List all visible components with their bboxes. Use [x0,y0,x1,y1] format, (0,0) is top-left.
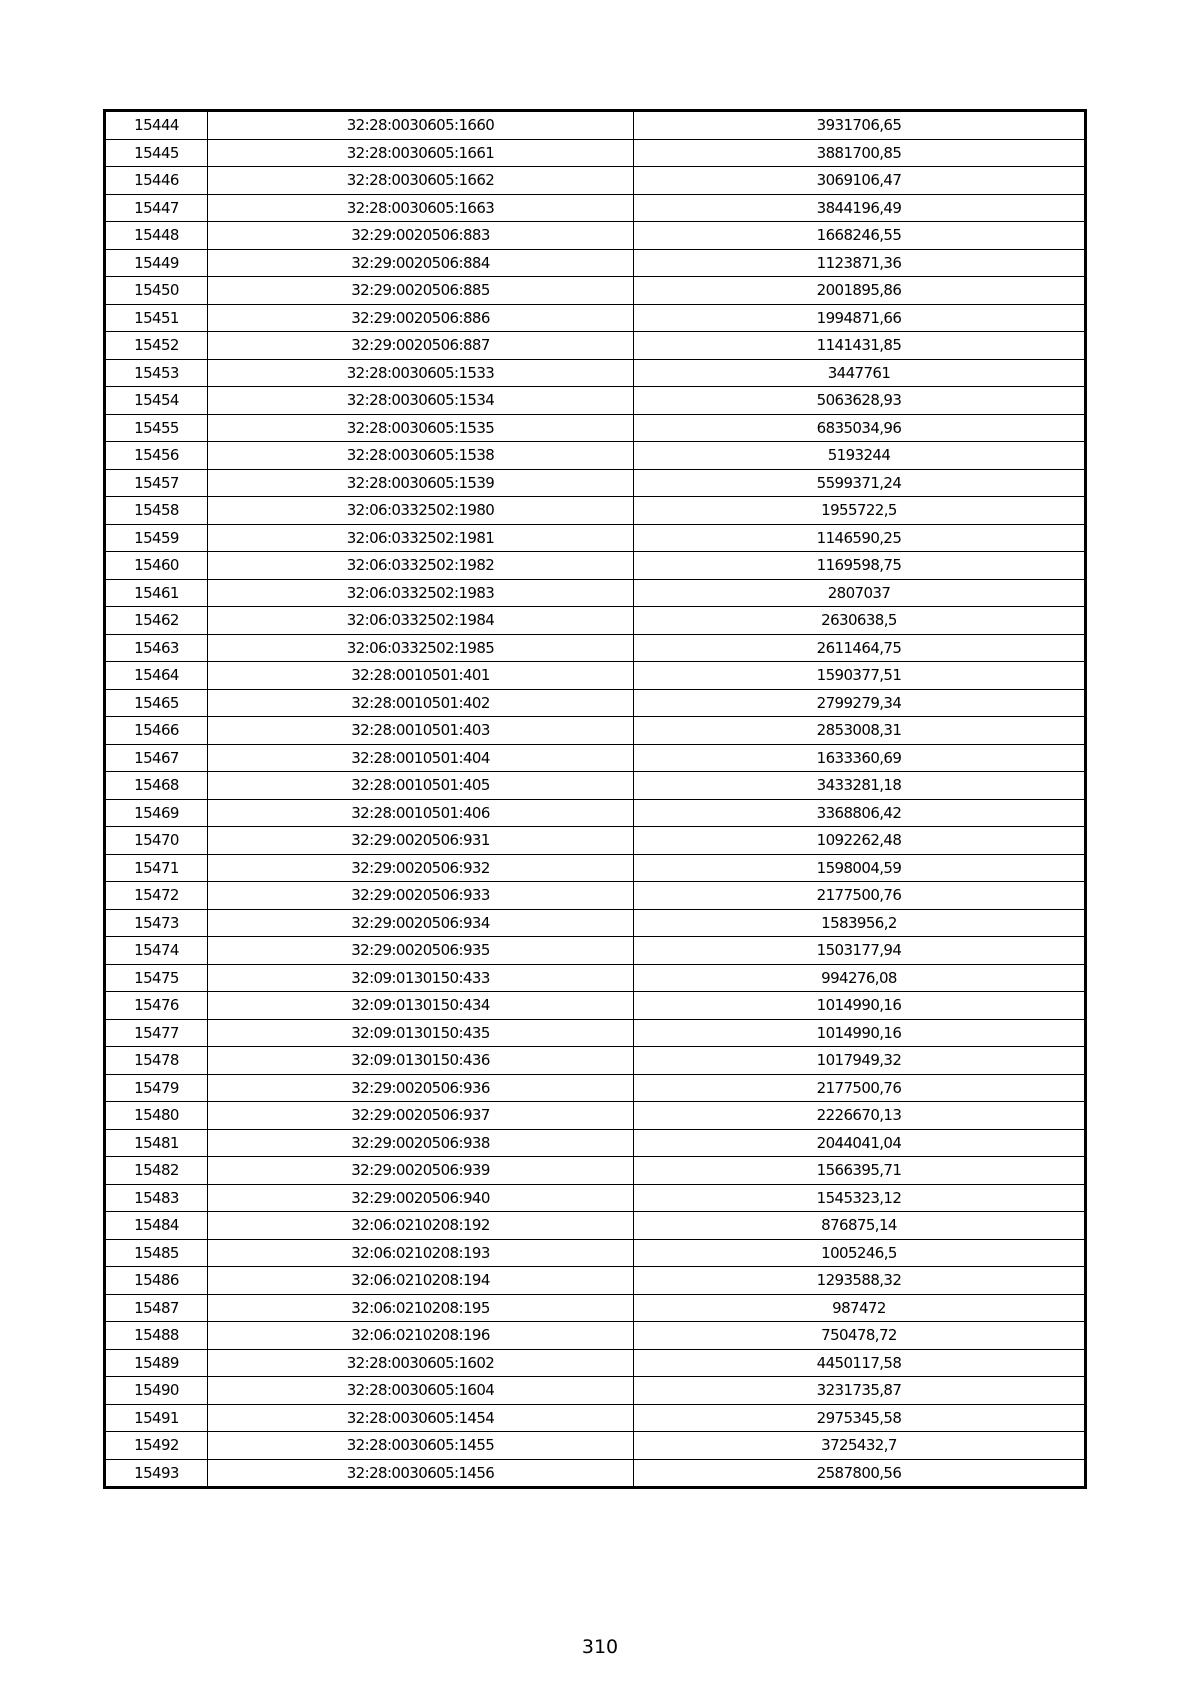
cadastral-number-cell: 32:06:0332502:1985 [208,634,634,662]
table-row [105,277,1086,305]
row-number-cell: 15447 [105,194,208,222]
row-number-cell: 15470 [105,827,208,855]
row-number-cell: 15449 [105,249,208,277]
value-cell: 876875,14 [634,1212,1086,1240]
cadastral-number-cell: 32:29:0020506:932 [208,854,634,882]
value-cell: 1092262,48 [634,827,1086,855]
table-row [105,827,1086,855]
row-number-cell: 15493 [105,1459,208,1488]
page-number: 310 [581,1636,619,1658]
row-number-cell: 15475 [105,964,208,992]
cadastral-number-cell: 32:28:0030605:1454 [208,1404,634,1432]
row-number-cell: 15463 [105,634,208,662]
value-cell: 2226670,13 [634,1102,1086,1130]
cadastral-number-cell: 32:06:0210208:194 [208,1267,634,1295]
value-cell: 3931706,65 [634,111,1086,140]
row-number-cell: 15467 [105,744,208,772]
table-row [105,1019,1086,1047]
table-row [105,1184,1086,1212]
cadastral-number-cell: 32:06:0210208:195 [208,1294,634,1322]
cadastral-number-cell: 32:29:0020506:883 [208,222,634,250]
table-row [105,1377,1086,1405]
value-cell: 987472 [634,1294,1086,1322]
cadastral-number-cell: 32:28:0030605:1533 [208,359,634,387]
value-cell: 2799279,34 [634,689,1086,717]
cadastral-number-cell: 32:06:0332502:1983 [208,579,634,607]
value-cell: 1590377,51 [634,662,1086,690]
cadastral-number-cell: 32:06:0332502:1981 [208,524,634,552]
value-cell: 1146590,25 [634,524,1086,552]
table-row [105,1404,1086,1432]
value-cell: 6835034,96 [634,414,1086,442]
table-row [105,937,1086,965]
row-number-cell: 15489 [105,1349,208,1377]
cadastral-number-cell: 32:29:0020506:938 [208,1129,634,1157]
table-row [105,1294,1086,1322]
table-row [105,167,1086,195]
row-number-cell: 15474 [105,937,208,965]
cadastral-number-cell: 32:06:0332502:1980 [208,497,634,525]
table-row [105,1239,1086,1267]
table-row [105,469,1086,497]
value-cell: 2975345,58 [634,1404,1086,1432]
cadastral-number-cell: 32:09:0130150:435 [208,1019,634,1047]
value-cell: 1141431,85 [634,332,1086,360]
value-cell: 5063628,93 [634,387,1086,415]
value-cell: 4450117,58 [634,1349,1086,1377]
table-row [105,359,1086,387]
value-cell: 3725432,7 [634,1432,1086,1460]
value-cell: 3231735,87 [634,1377,1086,1405]
cadastral-number-cell: 32:28:0030605:1662 [208,167,634,195]
cadastral-number-cell: 32:28:0030605:1663 [208,194,634,222]
row-number-cell: 15482 [105,1157,208,1185]
cadastral-number-cell: 32:28:0030605:1602 [208,1349,634,1377]
row-number-cell: 15472 [105,882,208,910]
table-row [105,964,1086,992]
cadastral-number-cell: 32:28:0010501:405 [208,772,634,800]
table-row [105,607,1086,635]
value-cell: 1566395,71 [634,1157,1086,1185]
cadastral-number-cell: 32:28:0010501:404 [208,744,634,772]
row-number-cell: 15481 [105,1129,208,1157]
value-cell: 3368806,42 [634,799,1086,827]
table-row [105,497,1086,525]
table-row [105,634,1086,662]
value-cell: 3881700,85 [634,139,1086,167]
row-number-cell: 15444 [105,111,208,140]
value-cell: 3447761 [634,359,1086,387]
cadastral-number-cell: 32:29:0020506:887 [208,332,634,360]
value-cell: 2177500,76 [634,882,1086,910]
row-number-cell: 15468 [105,772,208,800]
table-row [105,689,1086,717]
row-number-cell: 15480 [105,1102,208,1130]
cadastral-number-cell: 32:29:0020506:936 [208,1074,634,1102]
value-cell: 1014990,16 [634,1019,1086,1047]
table-row [105,1074,1086,1102]
table-row [105,1129,1086,1157]
row-number-cell: 15491 [105,1404,208,1432]
value-cell: 3433281,18 [634,772,1086,800]
value-cell: 2177500,76 [634,1074,1086,1102]
cadastral-number-cell: 32:28:0030605:1660 [208,111,634,140]
cadastral-number-cell: 32:28:0010501:402 [208,689,634,717]
row-number-cell: 15452 [105,332,208,360]
value-cell: 2807037 [634,579,1086,607]
cadastral-number-cell: 32:28:0010501:406 [208,799,634,827]
row-number-cell: 15455 [105,414,208,442]
row-number-cell: 15479 [105,1074,208,1102]
cadastral-number-cell: 32:29:0020506:885 [208,277,634,305]
row-number-cell: 15488 [105,1322,208,1350]
cadastral-number-cell: 32:29:0020506:937 [208,1102,634,1130]
row-number-cell: 15476 [105,992,208,1020]
table-row [105,249,1086,277]
row-number-cell: 15454 [105,387,208,415]
value-cell: 5599371,24 [634,469,1086,497]
value-cell: 1017949,32 [634,1047,1086,1075]
value-cell: 1169598,75 [634,552,1086,580]
row-number-cell: 15451 [105,304,208,332]
value-cell: 1293588,32 [634,1267,1086,1295]
table-row [105,1102,1086,1130]
table-row [105,1157,1086,1185]
cadastral-number-cell: 32:06:0210208:192 [208,1212,634,1240]
row-number-cell: 15477 [105,1019,208,1047]
table-row [105,139,1086,167]
row-number-cell: 15483 [105,1184,208,1212]
table-row [105,111,1086,140]
table-row [105,1459,1086,1488]
cadastral-number-cell: 32:09:0130150:433 [208,964,634,992]
cadastral-number-cell: 32:28:0010501:403 [208,717,634,745]
value-cell: 750478,72 [634,1322,1086,1350]
table-row [105,387,1086,415]
row-number-cell: 15469 [105,799,208,827]
value-cell: 2853008,31 [634,717,1086,745]
cadastral-number-cell: 32:29:0020506:934 [208,909,634,937]
table-row [105,744,1086,772]
table-row [105,442,1086,470]
row-number-cell: 15453 [105,359,208,387]
value-cell: 5193244 [634,442,1086,470]
table-row [105,1212,1086,1240]
cadastral-number-cell: 32:28:0030605:1535 [208,414,634,442]
row-number-cell: 15486 [105,1267,208,1295]
table-row [105,194,1086,222]
value-cell: 1503177,94 [634,937,1086,965]
value-cell: 2001895,86 [634,277,1086,305]
cadastral-number-cell: 32:29:0020506:886 [208,304,634,332]
cadastral-number-cell: 32:09:0130150:436 [208,1047,634,1075]
table-row [105,1267,1086,1295]
row-number-cell: 15445 [105,139,208,167]
cadastral-number-cell: 32:29:0020506:931 [208,827,634,855]
table-row [105,524,1086,552]
row-number-cell: 15485 [105,1239,208,1267]
value-cell: 1545323,12 [634,1184,1086,1212]
table-row [105,1349,1086,1377]
table-row [105,909,1086,937]
table-row [105,1432,1086,1460]
table-row [105,332,1086,360]
value-cell: 1633360,69 [634,744,1086,772]
value-cell: 2587800,56 [634,1459,1086,1488]
row-number-cell: 15465 [105,689,208,717]
value-cell: 2630638,5 [634,607,1086,635]
value-cell: 1005246,5 [634,1239,1086,1267]
cadastral-number-cell: 32:06:0210208:193 [208,1239,634,1267]
cadastral-number-cell: 32:28:0010501:401 [208,662,634,690]
cadastral-number-cell: 32:06:0210208:196 [208,1322,634,1350]
cadastral-number-cell: 32:29:0020506:935 [208,937,634,965]
value-cell: 994276,08 [634,964,1086,992]
table-row [105,579,1086,607]
table-row [105,222,1086,250]
table-row [105,662,1086,690]
cadastral-number-cell: 32:28:0030605:1604 [208,1377,634,1405]
table-row [105,304,1086,332]
row-number-cell: 15464 [105,662,208,690]
row-number-cell: 15492 [105,1432,208,1460]
value-cell: 1014990,16 [634,992,1086,1020]
value-cell: 2611464,75 [634,634,1086,662]
table-row [105,717,1086,745]
cadastral-number-cell: 32:28:0030605:1661 [208,139,634,167]
cadastral-number-cell: 32:29:0020506:933 [208,882,634,910]
table-row [105,1047,1086,1075]
value-cell: 1668246,55 [634,222,1086,250]
table-row [105,854,1086,882]
table-row [105,992,1086,1020]
row-number-cell: 15487 [105,1294,208,1322]
row-number-cell: 15484 [105,1212,208,1240]
value-cell: 3069106,47 [634,167,1086,195]
value-cell: 1994871,66 [634,304,1086,332]
table-row [105,414,1086,442]
row-number-cell: 15461 [105,579,208,607]
table-row [105,772,1086,800]
value-cell: 1583956,2 [634,909,1086,937]
cadastral-number-cell: 32:29:0020506:884 [208,249,634,277]
cadastral-number-cell: 32:28:0030605:1456 [208,1459,634,1488]
row-number-cell: 15462 [105,607,208,635]
cadastral-number-cell: 32:28:0030605:1534 [208,387,634,415]
registry-table-body [105,111,1086,1488]
cadastral-number-cell: 32:09:0130150:434 [208,992,634,1020]
cadastral-number-cell: 32:28:0030605:1538 [208,442,634,470]
cadastral-number-cell: 32:29:0020506:939 [208,1157,634,1185]
row-number-cell: 15459 [105,524,208,552]
value-cell: 2044041,04 [634,1129,1086,1157]
table-row [105,882,1086,910]
cadastral-number-cell: 32:28:0030605:1539 [208,469,634,497]
cadastral-number-cell: 32:06:0332502:1984 [208,607,634,635]
row-number-cell: 15448 [105,222,208,250]
value-cell: 3844196,49 [634,194,1086,222]
row-number-cell: 15446 [105,167,208,195]
row-number-cell: 15450 [105,277,208,305]
row-number-cell: 15478 [105,1047,208,1075]
row-number-cell: 15466 [105,717,208,745]
cadastral-number-cell: 32:28:0030605:1455 [208,1432,634,1460]
cadastral-number-cell: 32:29:0020506:940 [208,1184,634,1212]
table-row [105,552,1086,580]
row-number-cell: 15471 [105,854,208,882]
registry-table [103,109,1087,1489]
value-cell: 1123871,36 [634,249,1086,277]
value-cell: 1598004,59 [634,854,1086,882]
row-number-cell: 15473 [105,909,208,937]
value-cell: 1955722,5 [634,497,1086,525]
row-number-cell: 15458 [105,497,208,525]
row-number-cell: 15490 [105,1377,208,1405]
table-row [105,799,1086,827]
row-number-cell: 15460 [105,552,208,580]
row-number-cell: 15456 [105,442,208,470]
cadastral-number-cell: 32:06:0332502:1982 [208,552,634,580]
table-row [105,1322,1086,1350]
row-number-cell: 15457 [105,469,208,497]
